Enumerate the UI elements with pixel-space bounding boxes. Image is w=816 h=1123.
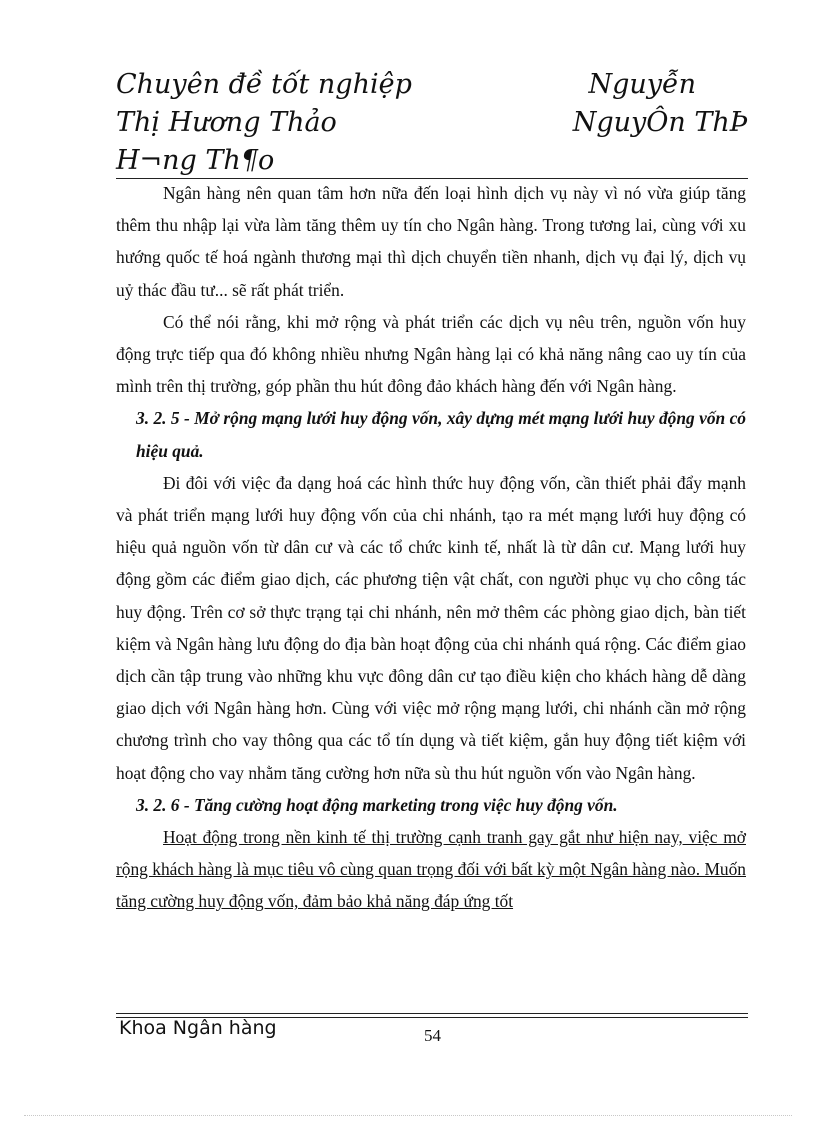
page-header [116,66,748,180]
section-heading-3-2-6: 3. 2. 6 - Tăng cường hoạt động marketing trong việc huy động vốn. [136,794,618,815]
author-name: Thị Hương Thảo [116,107,337,138]
header-line-2 [116,104,748,142]
author-name-legacy-encoding: NguyÔn ThÞ [572,107,748,138]
paragraph: Ngân hàng nên quan tâm hơn nữa đến loại hình dịch vụ này vì nó vừa giúp tăng thêm thu nhập lại vừa làm tăng thêm uy tín cho Ngân hàng. Trong tương lai, cùng với xu hướng quốc tế hoá ngành thương mại thì dịch chuyển tiền nhanh, dịch vụ đại lý, dịch vụ uỷ thác đầu tư... sẽ rất phát triển. [116,183,746,300]
section-heading-3-2-5: 3. 2. 5 - Mở rộng mạng lưới huy động vốn, xây dựng mét mạng lưới huy động vốn có hiệu quả. [136,408,746,461]
paragraph: Hoạt động trong nền kinh tế thị trường cạnh tranh gay gắt như hiện nay, việc mở rộng khách hàng là mục tiêu vô cùng quan trọng đối với bất kỳ một Ngân hàng nào. Muốn tăng cường huy động vốn, đảm bảo khả năng đáp ứng tốt [116,827,746,912]
document-body [116,177,746,918]
footer-department: Khoa Ngân hàng [119,1017,277,1039]
page-number: 54 [424,1026,441,1045]
header-line-3 [116,142,748,180]
header-line-1 [116,66,748,104]
page-bottom-dotted-border [24,1115,792,1116]
paragraph: Có thể nói rằng, khi mở rộng và phát triển các dịch vụ nêu trên, nguồn vốn huy động trực tiếp qua đó không nhiều nhưng Ngân hàng lại có khả năng nâng cao uy tín của mình trên thị trường, góp phần thu hút đông đảo khách hàng đến với Ngân hàng. [116,311,746,397]
thesis-title: Chuyên đề tốt nghiệp [116,69,412,100]
author-name-legacy-encoding-2: H¬ng Th¶o [116,145,275,176]
footer-divider [116,1013,748,1014]
paragraph: Đi đôi với việc đa dạng hoá các hình thức huy động vốn, cần thiết phải đẩy mạnh và phát triển mạng lưới huy động vốn của chi nhánh, tạo ra mét mạng lưới huy động có hiệu quả nguồn vốn từ dân cư và các tổ chức kinh tế, nhất là từ dân cư. Mạng lưới huy động gồm các điểm giao dịch, các phương tiện vật chất, con người phục vụ cho công tác huy động. Trên cơ sở thực trạng tại chi nhánh, nên mở thêm các phòng giao dịch, bàn tiết kiệm và Ngân hàng lưu động do địa bàn hoạt động của chi nhánh quá rộng. Các điểm giao dịch cần tập trung vào những khu vực đông dân cư tạo điều kiện cho khách hàng dễ dàng giao dịch với Ngân hàng hơn. Cùng với việc mở rộng mạng lưới, chi nhánh cần mở rộng chương trình cho vay thông qua các tổ tín dụng và tiết kiệm, gắn huy động tiết kiệm với hoạt động cho vay nhằm tăng cường hơn nữa sù thu hút nguồn vốn vào Ngân hàng. [116,472,746,783]
author-first-name: Nguyễn [588,69,696,100]
